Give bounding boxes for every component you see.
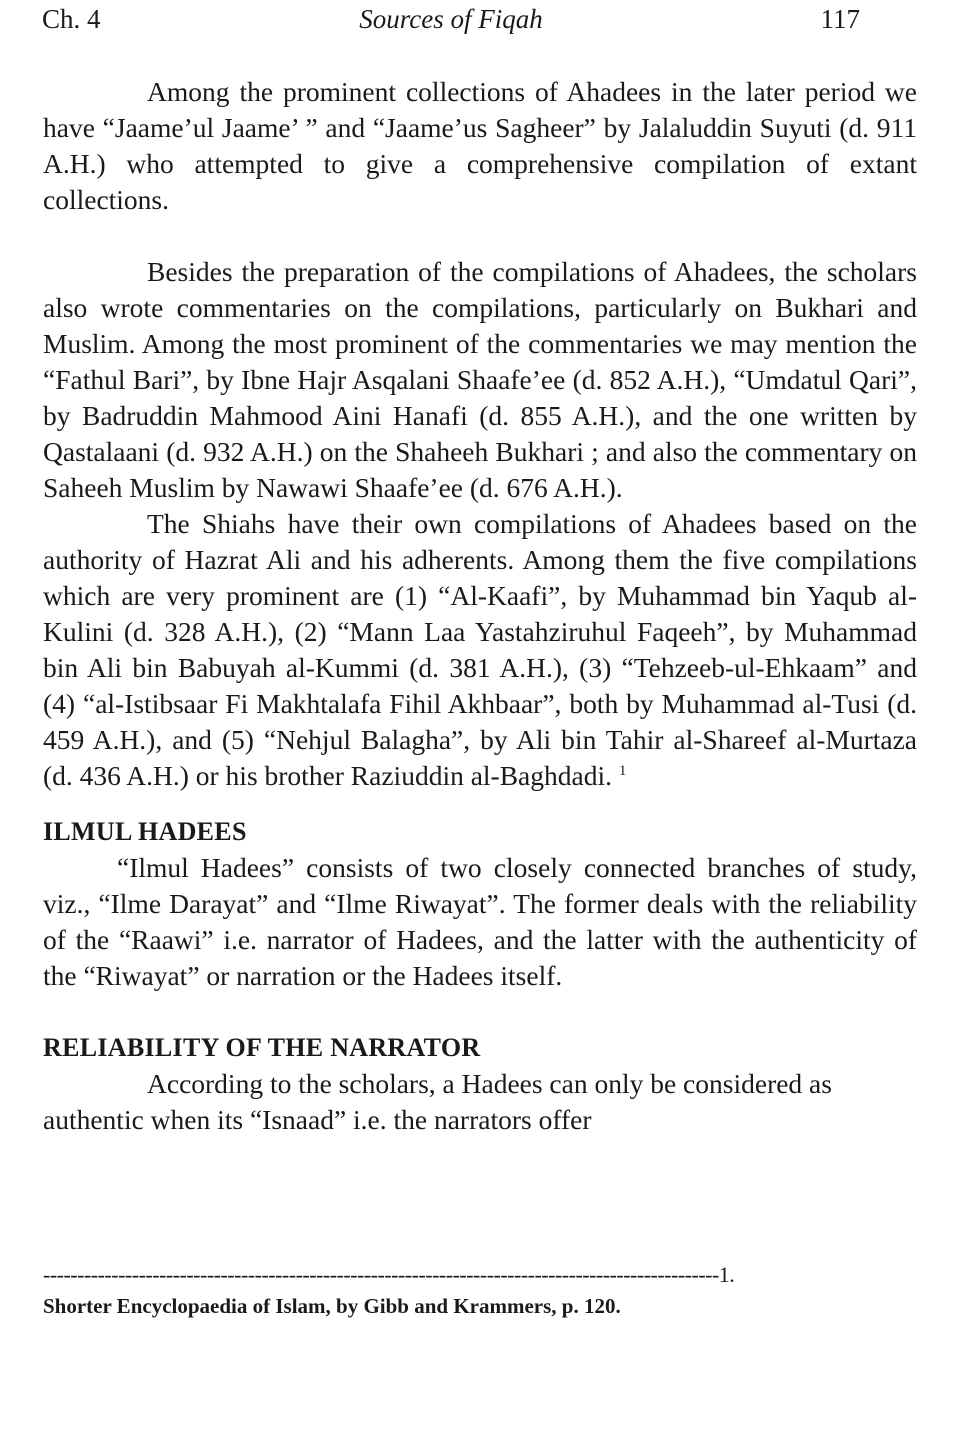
paragraph-suyuti: Among the prominent collections of Ahadees in the later period we have “Jaame’ul Jaame’ ” and “Jaame’us Sagheer” by Jalaluddin Suyuti (d. 911 A.H.) who attempted to give a comprehensive compilation of extant collections.	[43, 76, 917, 215]
heading-reliability: RELIABILITY OF THE NARRATOR	[43, 1033, 481, 1062]
footnote-text: Shorter Encyclopaedia of Islam, by Gibb and Krammers, p. 120.	[43, 1294, 621, 1318]
page-body	[43, 74, 917, 1138]
heading-ilmul-hadees: ILMUL HADEES	[43, 817, 247, 846]
running-title: Sources of Fiqah	[359, 4, 543, 34]
paragraph-commentaries: Besides the preparation of the compilations of Ahadees, the scholars also wrote commentaries on the compilations, particularly on Bukhari and Muslim. Among the most prominent of the commentaries we may mention the “Fathul Bari”, by Ibne Hajr Asqalani Shaafe’ee (d. 852 A.H.), “Umdatul Qari”, by Badruddin Mahmood Aini Hanafi (d. 855 A.H.), and the one written by Qastalaani (d. 932 A.H.) on the Shaheeh Bukhari ; and also the commentary on Saheeh Muslim by Nawawi Shaafe’ee (d. 676 A.H.).	[43, 256, 917, 503]
paragraph-shiah-text: The Shiahs have their own compilations of Ahadees based on the authority of Hazrat Ali and his adherents. Among them the five compilations which are very prominent are (1) “Al-Kaafi”, by Muhammad bin Yaqub al-Kulini (d. 328 A.H.), (2) “Mann Laa Yastahziruhul Faqeeh”, by Muhammad bin Ali bin Babuyah al-Kummi (d. 381 A.H.), (3) “Tehzeeb-ul-Ehkaam” and (4) “al-Istibsaar Fi Makhtalafa Fihil Akhbaar”, both by Muhammad al-Tusi (d. 459 A.H.), and (5) “Nehjul Balagha”, by Ali bin Tahir al-Shareef al-Murtaza (d. 436 A.H.) or his brother Raziuddin al-Baghdadi.	[43, 508, 917, 791]
chapter-label: Ch. 4	[42, 4, 101, 34]
footnote-reference: 1	[618, 763, 627, 779]
footnote-separator: ---------------------------------------------------------------------------------------------------1.	[43, 1262, 735, 1287]
paragraph-shiah-compilations	[43, 506, 917, 794]
paragraph-ilmul-hadees: “Ilmul Hadees” consists of two closely connected branches of study, viz., “Ilme Darayat” and “Ilme Riwayat”. The former deals with the reliability of the “Raawi” i.e. narrator of Hadees, and the latter with the authenticity of the “Riwayat” or narration or the Hadees itself.	[43, 852, 917, 991]
page-number: 117	[820, 4, 860, 34]
page-header	[42, 4, 860, 40]
paragraph-reliability: According to the scholars, a Hadees can only be considered as authentic when its “Isnaad” i.e. the narrators offer	[43, 1068, 832, 1135]
